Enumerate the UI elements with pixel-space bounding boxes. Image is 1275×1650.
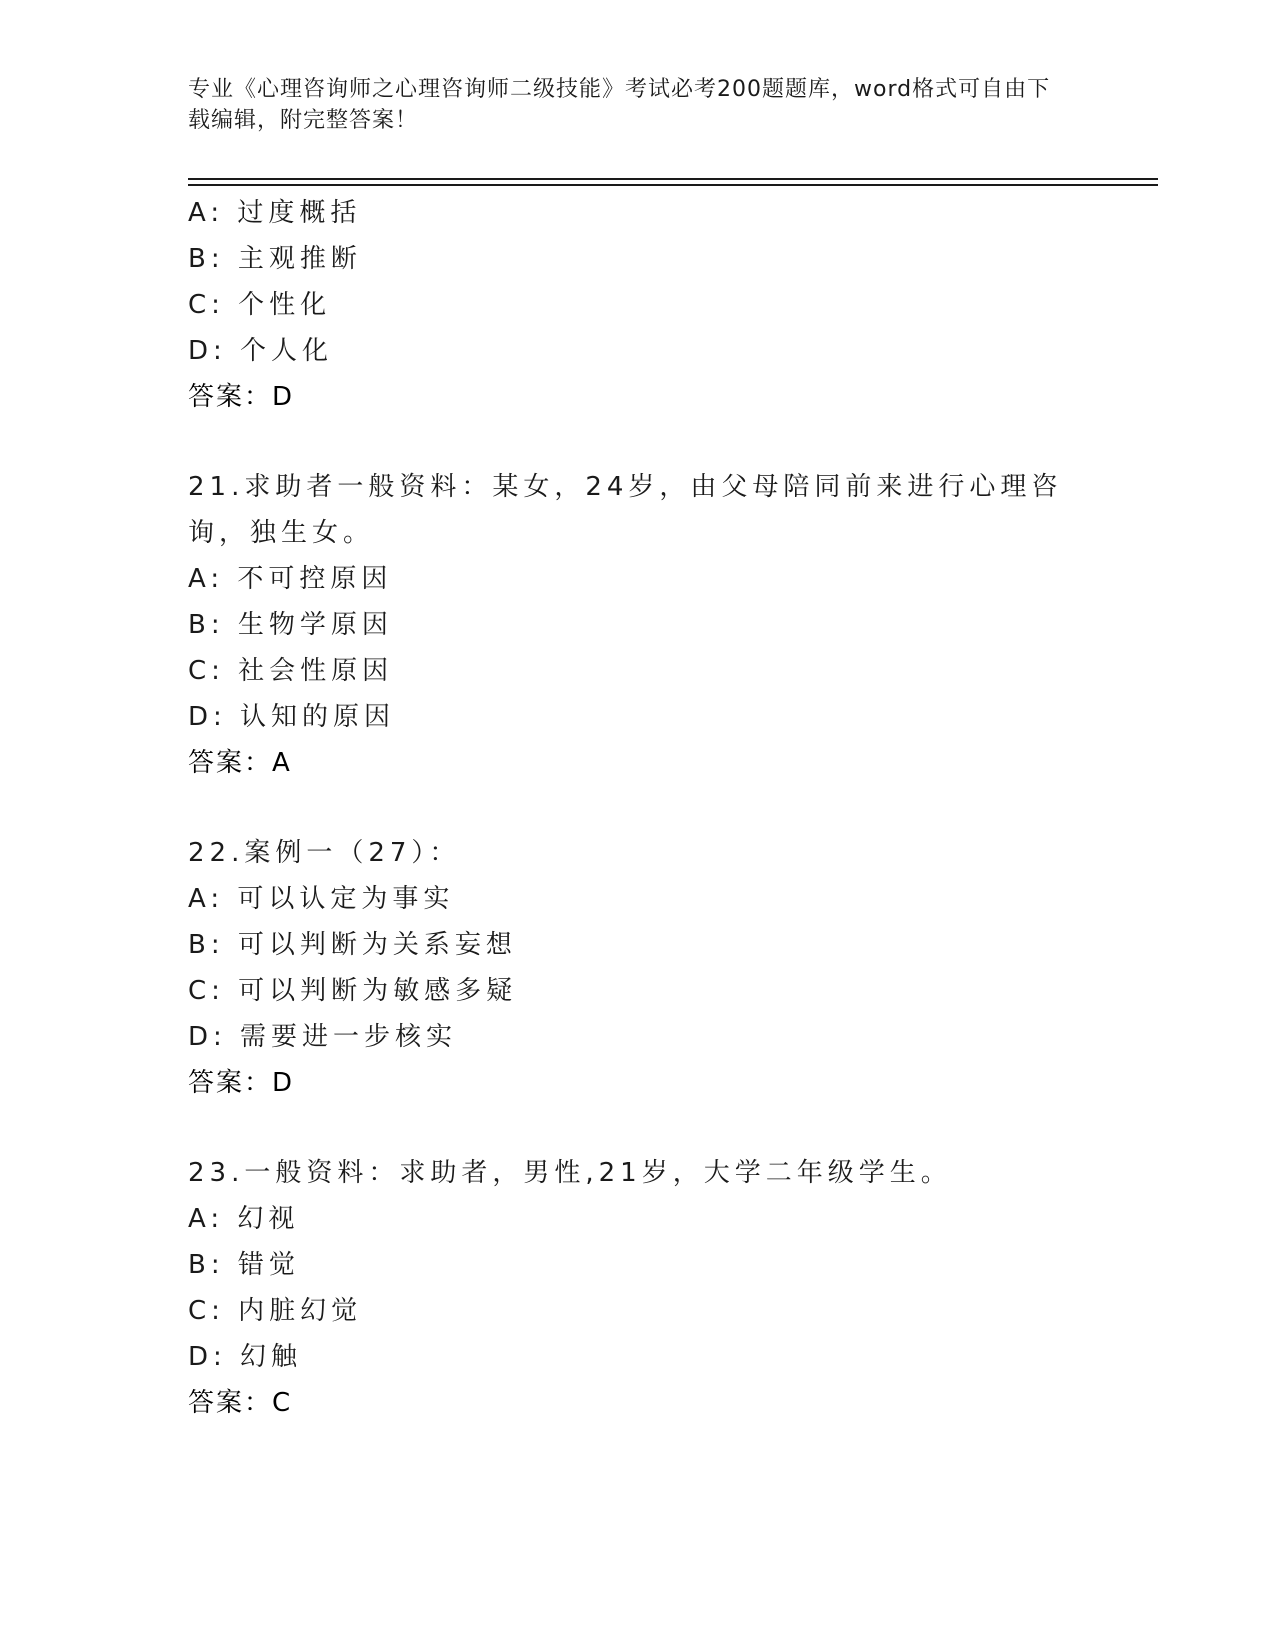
answer-line: 答案：D (188, 382, 295, 412)
answer-line: 答案：A (188, 748, 292, 778)
option-b: B: 生物学原因 (188, 610, 393, 640)
question-text: 23.一般资料：求助者，男性,21岁，大学二年级学生。 (188, 1158, 952, 1188)
answer-line: 答案：C (188, 1388, 293, 1418)
option-b: B: 错觉 (188, 1250, 300, 1280)
option-d: D: 幻触 (188, 1342, 303, 1372)
question-block-20 (188, 190, 1108, 420)
option-a: A: 过度概括 (188, 198, 362, 228)
option-d: D: 认知的原因 (188, 702, 396, 732)
option-c: C: 可以判断为敏感多疑 (188, 976, 518, 1006)
question-text: 21.求助者一般资料：某女，24岁，由父母陪同前来进行心理咨询，独生女。 (188, 472, 1063, 548)
header-divider-bottom (188, 184, 1158, 186)
option-b: B: 可以判断为关系妄想 (188, 930, 517, 960)
option-d: D: 个人化 (188, 336, 334, 366)
option-a: A: 可以认定为事实 (188, 884, 455, 914)
option-b: B: 主观推断 (188, 244, 362, 274)
document-header: 专业《心理咨询师之心理咨询师二级技能》考试必考200题题库，word格式可自由下载编辑，附完整答案！ (188, 77, 1051, 133)
option-d: D: 需要进一步核实 (188, 1022, 458, 1052)
question-text: 22.案例一（27）： (188, 838, 461, 868)
question-block-23 (188, 1150, 1108, 1426)
option-c: C: 内脏幻觉 (188, 1296, 363, 1326)
option-c: C: 社会性原因 (188, 656, 394, 686)
answer-line: 答案：D (188, 1068, 295, 1098)
header-divider-top (188, 178, 1158, 180)
option-a: A: 不可控原因 (188, 564, 393, 594)
question-block-22 (188, 830, 1108, 1106)
question-block-21 (188, 464, 1108, 786)
question-list (188, 190, 1108, 1426)
option-c: C: 个性化 (188, 290, 332, 320)
option-a: A: 幻视 (188, 1204, 300, 1234)
